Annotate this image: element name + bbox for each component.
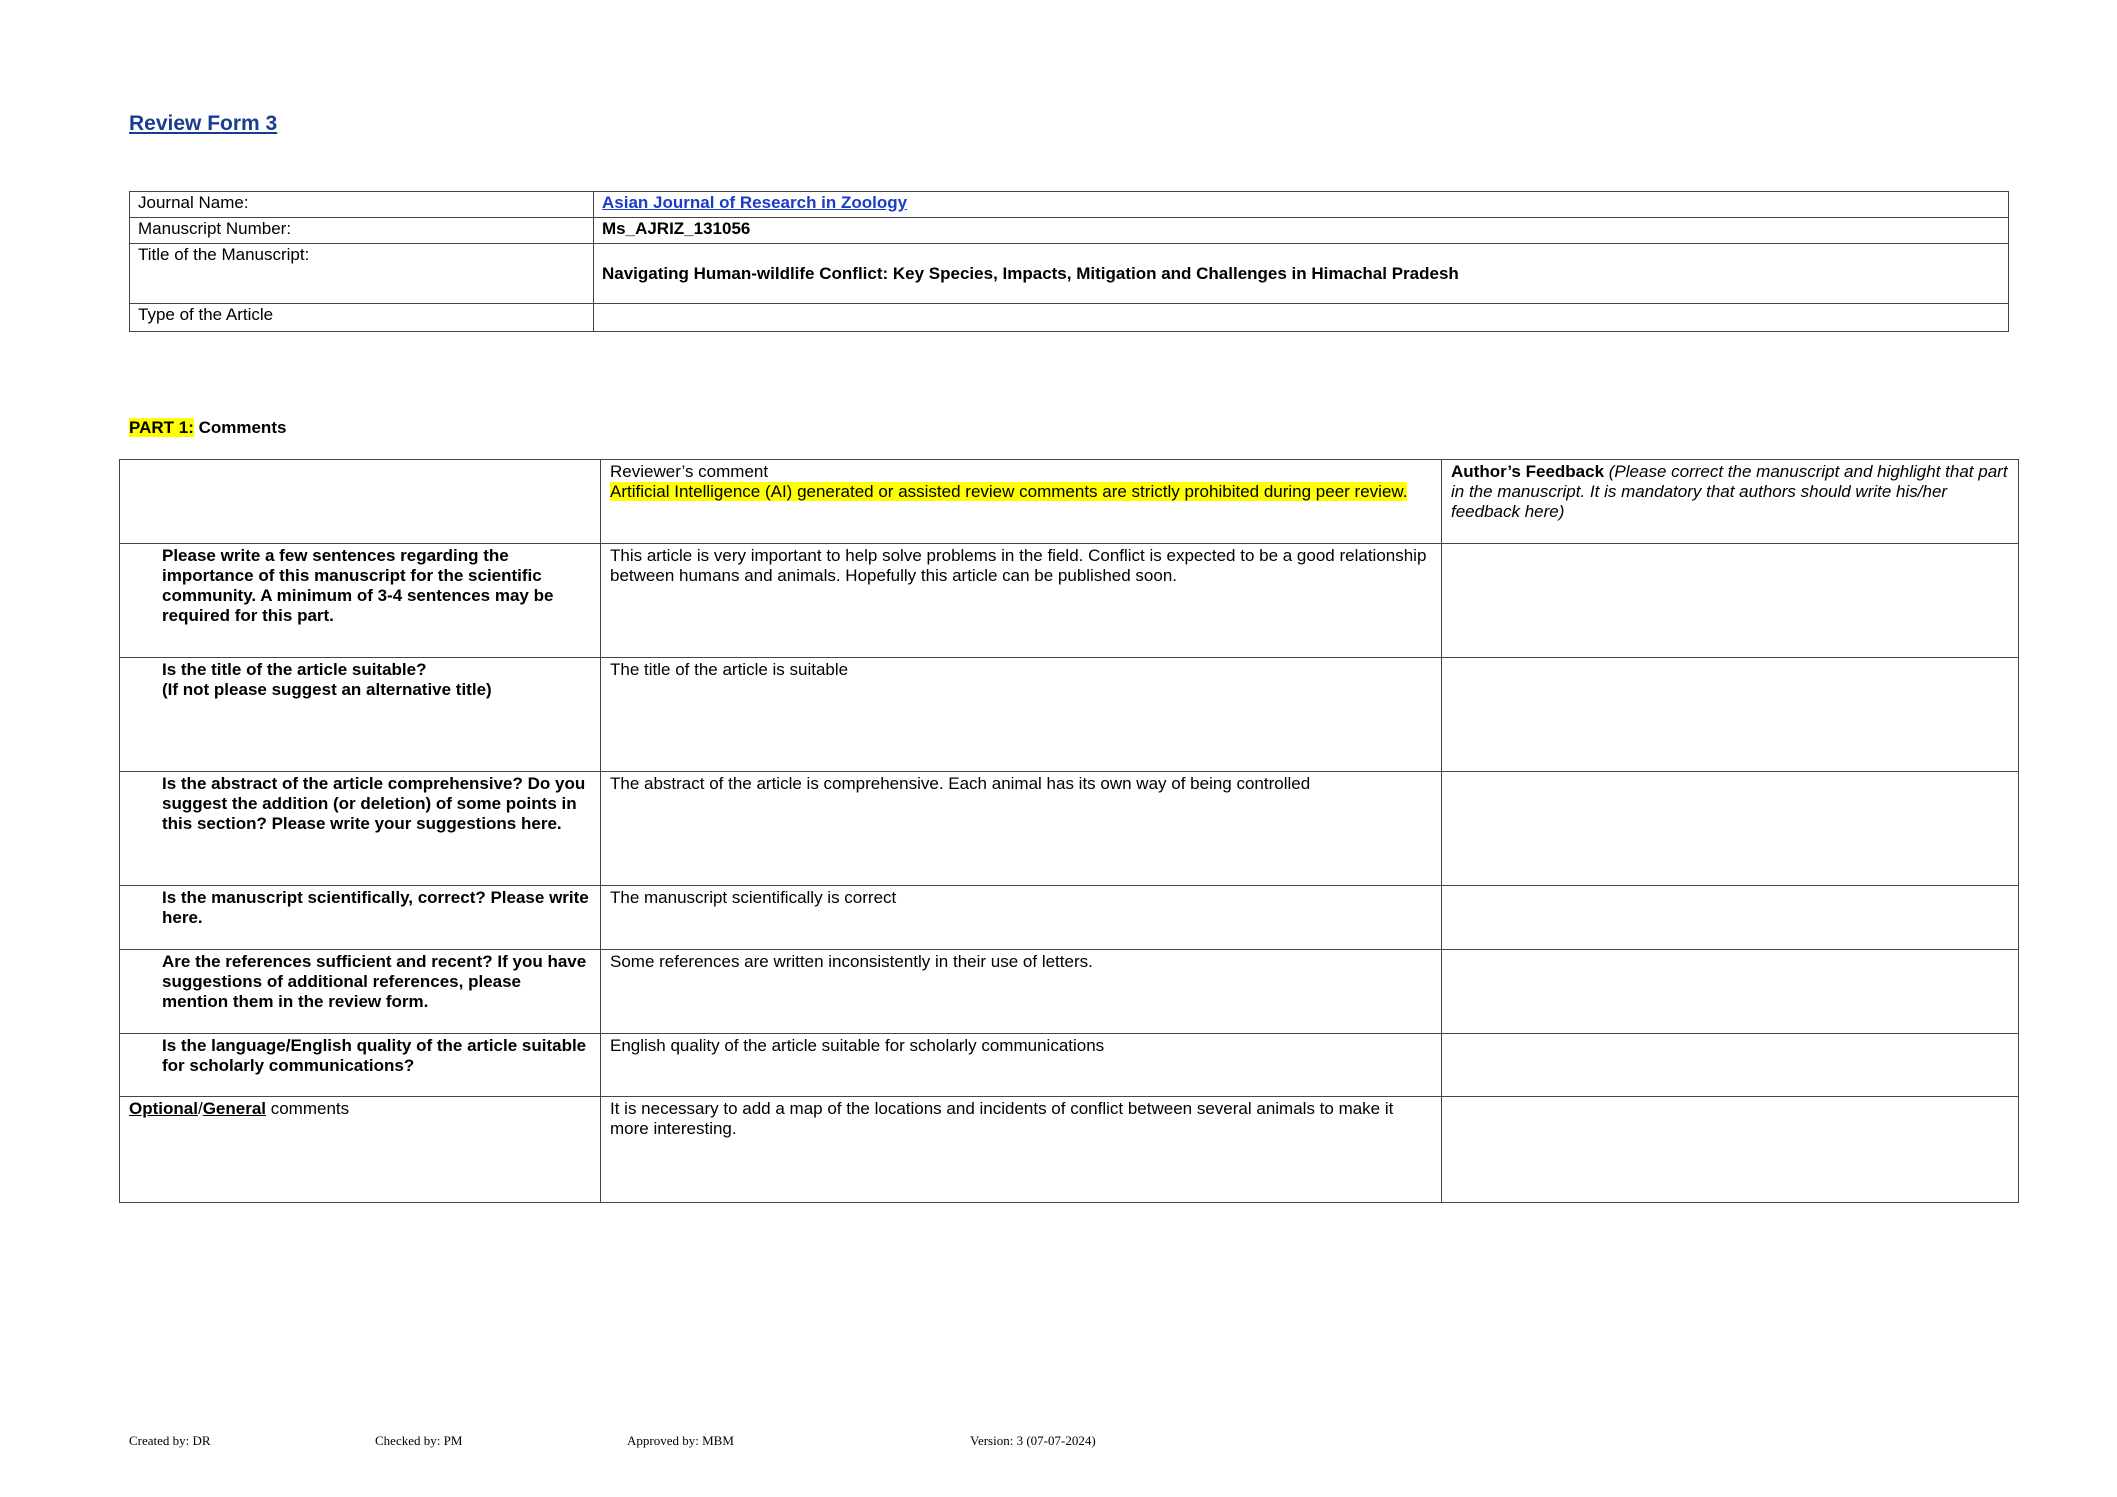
comment-scientific[interactable]: The manuscript scientifically is correct [601, 886, 1442, 950]
question-importance: Please write a few sentences regarding the importance of this manuscript for the scientific community. A minimum of 3-4 sentences may be required for this part. [120, 544, 601, 658]
reviewer-comment-title: Reviewer’s comment [610, 462, 769, 481]
footer-checked: Checked by: PM [375, 1433, 463, 1448]
comments-table [119, 459, 2019, 1203]
comment-language[interactable]: English quality of the article suitable for scholarly communications [601, 1034, 1442, 1097]
author-feedback-header [1442, 460, 2019, 544]
article-type-value[interactable] [594, 304, 2009, 332]
comment-title[interactable]: The title of the article is suitable [601, 658, 1442, 772]
feedback-optional[interactable] [1442, 1097, 2019, 1203]
journal-name-value [594, 192, 2009, 218]
part-1-label: PART 1: [129, 418, 194, 437]
form-title[interactable]: Review Form 3 [129, 112, 278, 135]
header-blank-cell [120, 460, 601, 544]
part-1-heading [129, 418, 286, 438]
question-scientific: Is the manuscript scientifically, correct? Please write here. [120, 886, 601, 950]
header-row [120, 460, 2019, 544]
question-references: Are the references sufficient and recent? If you have suggestions of additional references, please mention them in the review form. [120, 950, 601, 1034]
optional-general-label [120, 1097, 601, 1203]
table-row [120, 544, 2019, 658]
comment-abstract[interactable]: The abstract of the article is comprehensive. Each animal has its own way of being controlled [601, 772, 1442, 886]
manuscript-info-table [129, 191, 2009, 332]
question-language: Is the language/English quality of the article suitable for scholarly communications? [120, 1034, 601, 1097]
optional-label: Optional [129, 1099, 198, 1118]
footer-created: Created by: DR [129, 1433, 211, 1448]
feedback-scientific[interactable] [1442, 886, 2019, 950]
table-row [120, 1097, 2019, 1203]
optional-slash: / [197, 1099, 203, 1118]
feedback-references[interactable] [1442, 950, 2019, 1034]
comment-references[interactable]: Some references are written inconsistently in their use of letters. [601, 950, 1442, 1034]
comment-importance[interactable]: This article is very important to help solve problems in the field. Conflict is expected to be a good relationship between humans and animals. Hopefully this article can be published soon. [601, 544, 1442, 658]
table-row [120, 658, 2019, 772]
ai-notice: Artificial Intelligence (AI) generated or assisted review comments are strictly prohibited during peer review. [610, 482, 1408, 501]
question-title-line2: (If not please suggest an alternative title) [162, 680, 492, 699]
table-row [120, 1034, 2019, 1097]
feedback-language[interactable] [1442, 1034, 2019, 1097]
author-feedback-instructions: (Please correct the manuscript and highlight that part in the manuscript. It is mandatory that authors should write his/her feedback here) [1451, 462, 2008, 521]
part-1-suffix: Comments [193, 418, 287, 437]
journal-name-link[interactable]: Asian Journal of Research in Zoology [602, 193, 908, 212]
comments-label: comments [266, 1099, 350, 1118]
table-row [120, 772, 2019, 886]
general-label: General [202, 1099, 266, 1118]
journal-name-label: Journal Name: [130, 192, 594, 218]
feedback-abstract[interactable] [1442, 772, 2019, 886]
comment-optional[interactable]: It is necessary to add a map of the locations and incidents of conflict between several animals to make it more interesting. [601, 1097, 1442, 1203]
feedback-importance[interactable] [1442, 544, 2019, 658]
manuscript-number-value: Ms_AJRIZ_131056 [594, 218, 2009, 244]
question-abstract: Is the abstract of the article comprehensive? Do you suggest the addition (or deletion) of some points in this section? Please write your suggestions here. [120, 772, 601, 886]
feedback-title[interactable] [1442, 658, 2019, 772]
reviewer-comment-header [601, 460, 1442, 544]
table-row [120, 950, 2019, 1034]
author-feedback-title: Author’s Feedback [1451, 462, 1605, 481]
footer-approved: Approved by: MBM [627, 1433, 734, 1448]
manuscript-number-label: Manuscript Number: [130, 218, 594, 244]
footer-version: Version: 3 (07-07-2024) [970, 1433, 1096, 1448]
question-title-line1: Is the title of the article suitable? [162, 660, 427, 679]
table-row [120, 886, 2019, 950]
question-title [120, 658, 601, 772]
manuscript-title-label: Title of the Manuscript: [130, 244, 594, 304]
manuscript-title-value: Navigating Human-wildlife Conflict: Key Species, Impacts, Mitigation and Challenges in Himachal Pradesh [594, 244, 2009, 304]
article-type-label: Type of the Article [130, 304, 594, 332]
